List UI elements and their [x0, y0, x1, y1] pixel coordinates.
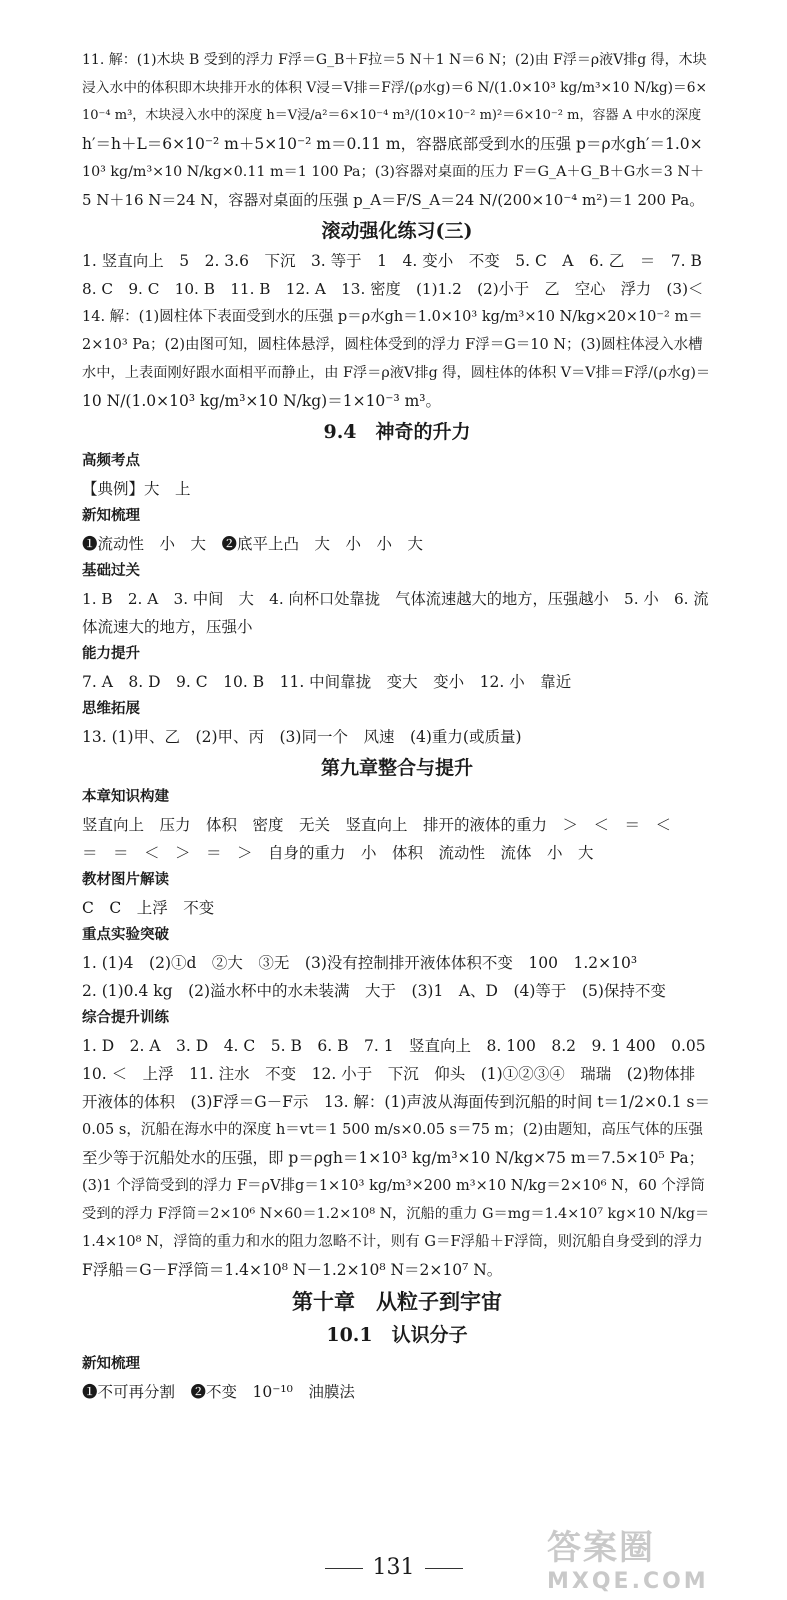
- subsection-label: 高频考点: [82, 453, 140, 469]
- answer-line: F浮船＝G－F浮筒＝1.4×10⁸ N－1.2×10⁸ N＝2×10⁷ N。: [82, 1261, 503, 1279]
- answer-line: 10³ kg/m³×10 N/kg×0.11 m＝1 100 Pa；(3)容器对桌面的压力 F＝G_A＋G_B＋G水＝3 N＋: [82, 164, 705, 180]
- subsection-label: 重点实验突破: [82, 927, 169, 943]
- answer-line: 水中，上表面刚好跟水面相平而静止，由 F浮＝ρ液V排g 得，圆柱体的体积 V＝V排＝F浮/(ρ水g)＝: [82, 365, 711, 381]
- subsection-label: 教材图片解读: [82, 872, 169, 888]
- chapter-title: 第十章 从粒子到宇宙: [292, 1289, 502, 1314]
- answer-line: 受到的浮力 F浮筒＝2×10⁶ N×60＝1.2×10⁸ N，沉船的重力 G＝mg＝1.4×10⁷ kg×10 N/kg＝: [82, 1206, 710, 1222]
- subsection-label: 本章知识构建: [82, 789, 169, 805]
- answer-line: (3)1 个浮筒受到的浮力 F＝ρV排g＝1×10³ kg/m³×200 m³×10 N/kg＝2×10⁶ N，60 个浮筒: [82, 1178, 705, 1194]
- answer-line: 5 N＋16 N＝24 N，容器对桌面的压强 p_A＝F/S_A＝24 N/(200×10⁻⁴ m²)＝1 200 Pa。: [82, 191, 705, 209]
- answer-line: 10 N/(1.0×10³ kg/m³×10 N/kg)＝1×10⁻³ m³。: [82, 392, 442, 410]
- subsection-label: 思维拓展: [82, 701, 140, 717]
- footer-dash-left: [325, 1568, 363, 1569]
- answer-line: 1. B 2. A 3. 中间 大 4. 向杯口处靠拢 气体流速越大的地方，压强越小 5. 小 6. 流: [82, 590, 709, 608]
- page-number: 131: [372, 1555, 415, 1580]
- answer-line: ❶流动性 小 大 ❷底平上凸 大 小 小 大: [82, 535, 424, 553]
- watermark-url: MXQE.COM: [547, 1569, 709, 1594]
- answer-line: 8. C 9. C 10. B 11. B 12. A 13. 密度 (1)1.2 (2)小于 乙 空心 浮力 (3)＜: [82, 280, 704, 298]
- answer-line: 10⁻⁴ m³，木块浸入水中的深度 h＝V浸/a²＝6×10⁻⁴ m³/(10×10⁻² m)²＝6×10⁻² m，容器 A 中水的深度: [82, 108, 702, 123]
- footer-dash-right: [425, 1568, 463, 1569]
- answer-line: 竖直向上 压力 体积 密度 无关 竖直向上 排开的液体的重力 ＞ ＜ ＝ ＜: [82, 816, 672, 834]
- answer-line: 1. (1)4 (2)①d ②大 ③无 (3)没有控制排开液体体积不变 100 1.2×10³: [82, 954, 638, 972]
- answer-line: 1.4×10⁸ N，浮筒的重力和水的阻力忽略不计，则有 G＝F浮船＋F浮筒，则沉船自身受到的浮力: [82, 1234, 703, 1250]
- answer-line: 13. (1)甲、乙 (2)甲、丙 (3)同一个 风速 (4)重力(或质量): [82, 728, 522, 746]
- section-title: 10.1 认识分子: [326, 1324, 468, 1346]
- answer-line: 1. 竖直向上 5 2. 3.6 下沉 3. 等于 1 4. 变小 不变 5. C A 6. 乙 ＝ 7. B: [82, 252, 702, 270]
- subsection-label: 新知梳理: [82, 508, 140, 524]
- answer-page: [82, 46, 712, 1406]
- answer-line: 浸入水中的体积即木块排开水的体积 V浸＝V排＝F浮/(ρ水g)＝6 N/(1.0×10³ kg/m³×10 N/kg)＝6×: [82, 80, 708, 96]
- subsection-label: 能力提升: [82, 646, 140, 662]
- answer-line: 至少等于沉船处水的压强，即 p＝ρgh＝1×10³ kg/m³×10 N/kg×75 m＝7.5×10⁵ Pa；: [82, 1149, 705, 1167]
- watermark-logo-text: 答案圈: [547, 1528, 655, 1568]
- answer-line: C C 上浮 不变: [82, 899, 215, 917]
- answer-line: 14. 解：(1)圆柱体下表面受到水的压强 p＝ρ水gh＝1.0×10³ kg/m³×10 N/kg×20×10⁻² m＝: [82, 309, 703, 325]
- answer-line: 【典例】大 上: [82, 480, 191, 498]
- subsection-label: 新知梳理: [82, 1356, 140, 1372]
- watermark: [547, 1520, 757, 1594]
- answer-line: 2×10³ Pa；(2)由图可知，圆柱体悬浮，圆柱体受到的浮力 F浮＝G＝10 N；(3)圆柱体浸入水槽: [82, 337, 703, 353]
- section-title: 第九章整合与提升: [320, 757, 473, 779]
- answer-line: 体流速大的地方，压强小: [82, 618, 253, 636]
- answer-line: ❶不可再分割 ❷不变 10⁻¹⁰ 油膜法: [82, 1383, 355, 1401]
- answer-line: 2. (1)0.4 kg (2)溢水杯中的水未装满 大于 (3)1 A、D (4)等于 (5)保持不变: [82, 982, 666, 1000]
- answer-line: 11. 解：(1)木块 B 受到的浮力 F浮＝G_B＋F拉＝5 N＋1 N＝6 N；(2)由 F浮＝ρ液V排g 得，木块: [82, 52, 707, 68]
- answer-line: 0.05 s，沉船在海水中的深度 h＝vt＝1 500 m/s×0.05 s＝75 m；(2)由题知，高压气体的压强: [82, 1122, 703, 1138]
- section-title: 9.4 神奇的升力: [323, 421, 471, 443]
- answer-line: 7. A 8. D 9. C 10. B 11. 中间靠拢 变大 变小 12. 小 靠近: [82, 673, 572, 691]
- section-title: 滚动强化练习(三): [321, 220, 473, 242]
- answer-line: 开液体的体积 (3)F浮＝G－F示 13. 解：(1)声波从海面传到沉船的时间 t＝1/2×0.1 s＝: [82, 1093, 711, 1111]
- answer-line: h′＝h＋L＝6×10⁻² m＋5×10⁻² m＝0.11 m，容器底部受到水的压强 p＝ρ水gh′＝1.0×: [82, 135, 703, 153]
- answer-line: ＝ ＝ ＜ ＞ ＝ ＞ 自身的重力 小 体积 流动性 流体 小 大: [82, 844, 594, 862]
- subsection-label: 综合提升训练: [82, 1010, 169, 1026]
- subsection-label: 基础过关: [82, 563, 140, 579]
- answer-line: 10. ＜ 上浮 11. 注水 不变 12. 小于 下沉 仰头 (1)①②③④ 瑞瑞 (2)物体排: [82, 1065, 696, 1083]
- answer-line: 1. D 2. A 3. D 4. C 5. B 6. B 7. 1 竖直向上 8. 100 8.2 9. 1 400 0.05: [82, 1037, 706, 1055]
